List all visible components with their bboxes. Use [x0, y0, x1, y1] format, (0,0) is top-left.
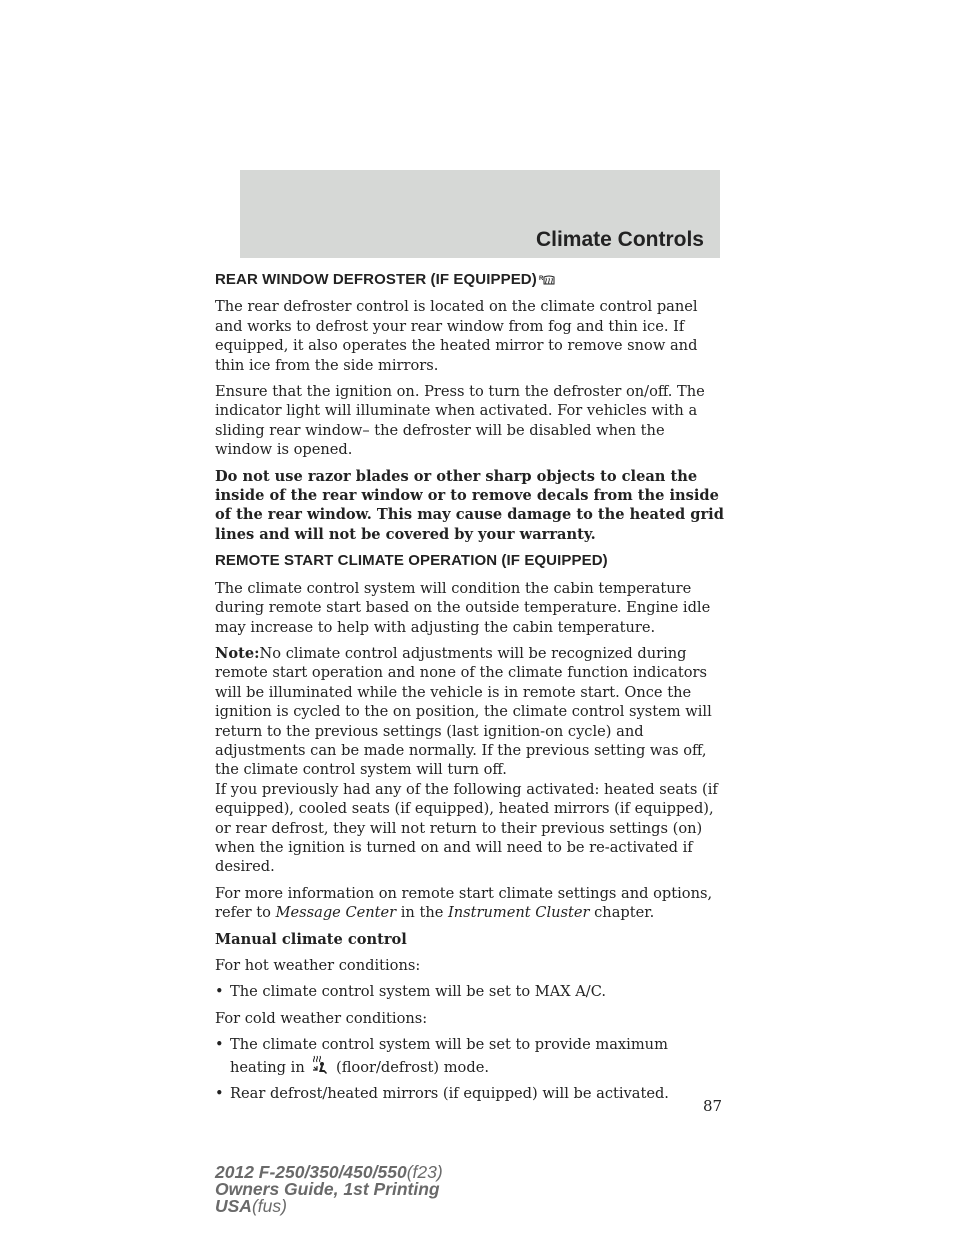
rear-defroster-heading: REAR WINDOW DEFROSTER (IF EQUIPPED) R [215, 270, 725, 289]
rear-defroster-warning: Do not use razor blades or other sharp objects to clean the inside of the rear window or to remove decals from the inside of the rear window. This may cause damage to the heated grid lines and will not be covered by your warranty. [215, 467, 724, 543]
bullet-marker: • [215, 1036, 224, 1054]
note-label: Note: [215, 644, 260, 662]
bullet-marker: • [215, 983, 224, 1001]
message-center-ref: Message Center [275, 904, 397, 922]
document-footer [215, 1164, 443, 1215]
page-content [215, 270, 725, 1110]
page-number: 87 [703, 1097, 723, 1115]
svg-text:R: R [538, 276, 544, 282]
bullet-marker: • [215, 1085, 224, 1103]
instrument-cluster-ref: Instrument Cluster [448, 904, 590, 922]
chapter-title: Climate Controls [535, 228, 704, 251]
footer-line-3: USA(fus) [215, 1196, 287, 1216]
list-item: • Rear defrost/heated mirrors (if equipped) will be activated. [215, 1085, 669, 1103]
list-item: • The climate control system will be set to MAX A/C. [215, 983, 607, 1001]
chapter-header [240, 170, 720, 258]
rear-defroster-operation: Ensure that the ignition on. Press to turn the defroster on/off. The indicator light will illuminate when activated. For vehicles with a sliding rear window– the defroster will be disabled when the window is opened. [215, 383, 705, 459]
cold-weather-intro: For cold weather conditions: [215, 1009, 428, 1027]
floor-defrost-icon [311, 1055, 329, 1075]
rear-defroster-description: The rear defroster control is located on the climate control panel and works to defrost your rear window from fog and thin ice. If equipped, it also operates the heated mirror to remove snow and thin ice from the side mirrors. [215, 298, 698, 374]
remote-start-heading: REMOTE START CLIMATE OPERATION (IF EQUIPPED) [215, 552, 608, 570]
rear-defrost-icon [539, 273, 555, 287]
hot-weather-intro: For hot weather conditions: [215, 957, 421, 974]
footer-line-1: 2012 F-250/350/450/550(f23) [215, 1162, 443, 1182]
manual-climate-heading: Manual climate control [215, 930, 407, 948]
list-item: • The climate control system will be set to provide maximum heating in (floor/defrost) mode. [215, 1036, 668, 1076]
remote-start-note [215, 644, 725, 780]
footer-line-2: Owners Guide, 1st Printing [215, 1179, 440, 1199]
remote-start-description: The climate control system will condition the cabin temperature during remote start based on the outside temperature. Engine idle may increase to help with adjusting the cabin temperature. [215, 579, 711, 636]
remote-start-reference: For more information on remote start climate settings and options, refer to Message Center in the Instrument Cluster chapter. [215, 884, 713, 922]
note-text: No climate control adjustments will be recognized during remote start operation and none of the climate function indicators will be illuminated while the vehicle is in remote start. Once the ignition is cycled to the on position, the climate control system will return to the previous settings (last ignition-on cycle) and adjustments can be made normally. If the previous setting was off, the climate control system will turn off. [215, 644, 712, 779]
remote-start-previous-settings: If you previously had any of the following activated: heated seats (if equipped), cooled seats (if equipped), heated mirrors (if equipped), or rear defrost, they will not return to their previous settings (on) when the ignition is turned on and will need to be re-activated if desired. [215, 780, 718, 876]
